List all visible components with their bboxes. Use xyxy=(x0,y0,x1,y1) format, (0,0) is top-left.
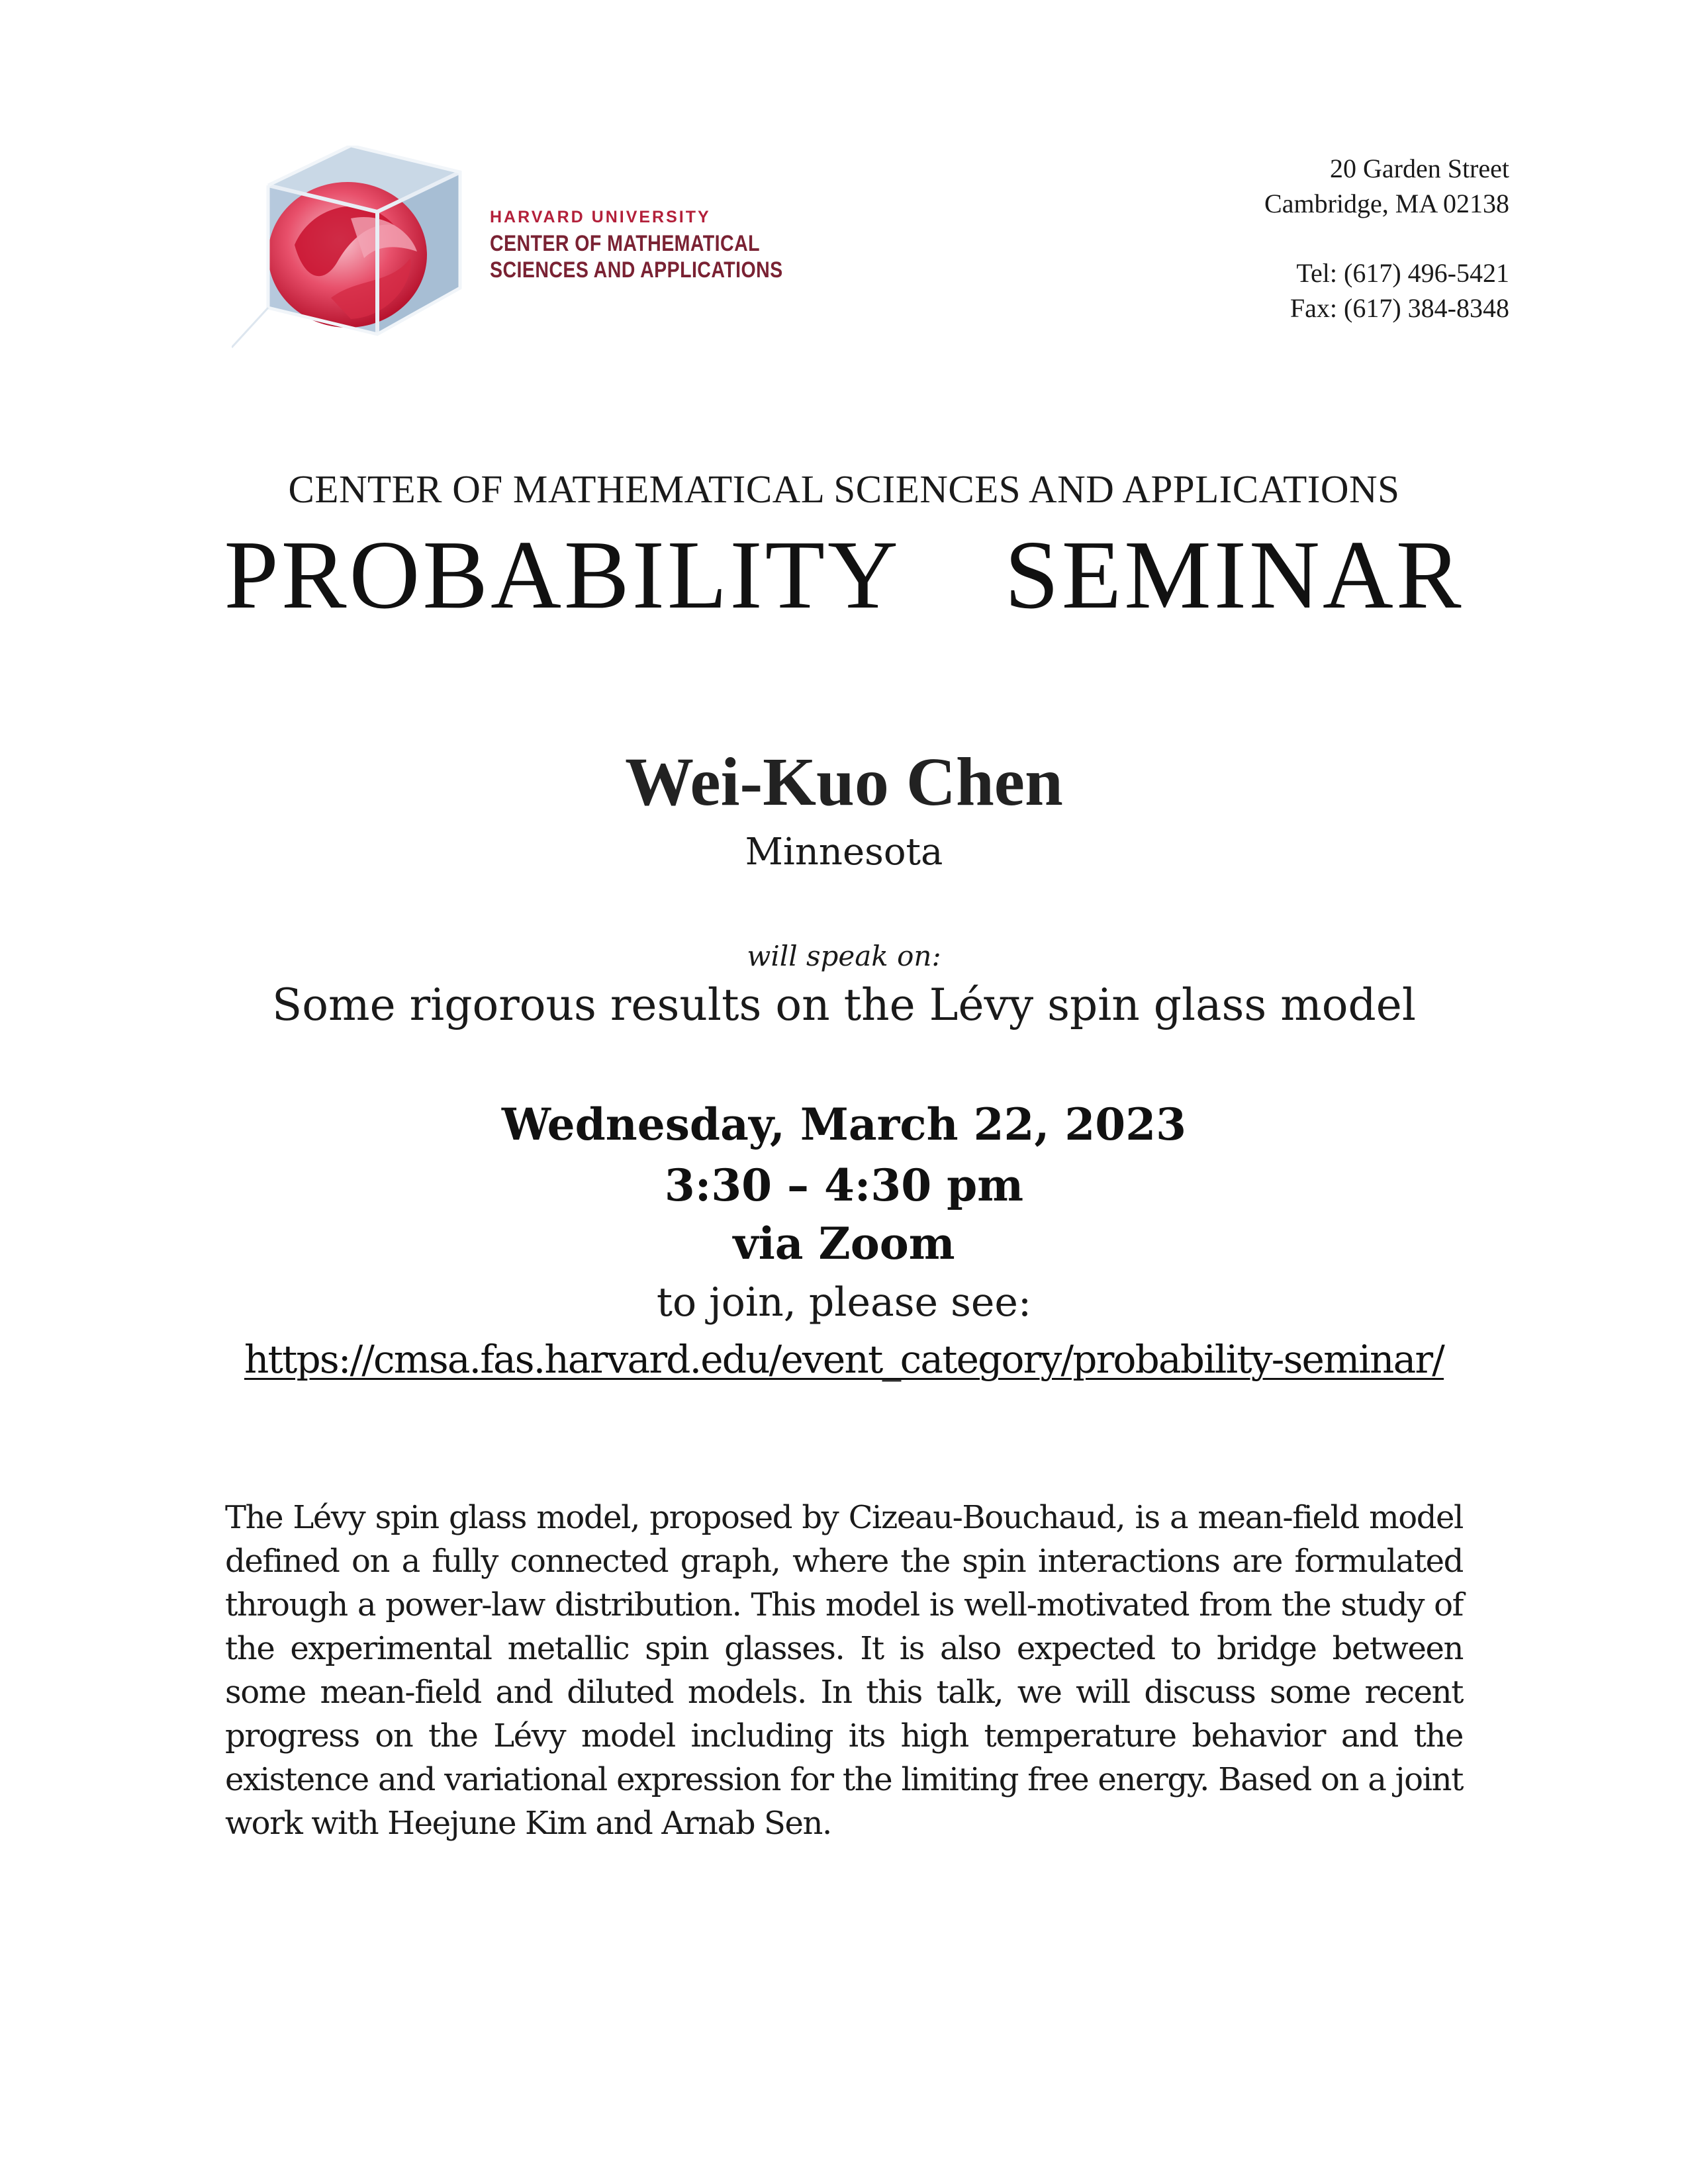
organization-heading: CENTER OF MATHEMATICAL SCIENCES AND APPLICATIONS xyxy=(288,467,1400,511)
talk-title: Some rigorous results on the Lévy spin glass model xyxy=(272,979,1416,1030)
speaker-name: Wei-Kuo Chen xyxy=(625,744,1063,820)
abstract-paragraph: The Lévy spin glass model, proposed by Cizeau-Bouchaud, is a mean-field model defined on a fully connected graph, where the spin interactions are formulated through a power-law distribution. This model is well-motivated from the study of the experimental metallic spin glasses. It is also expected to bridge between some mean-field and diluted models. In this talk, we will discuss some recent progress on the Lévy model including its high temperature behavior and the existence and variational expression for the limiting free energy. Based on a joint work with Heejune Kim and Arnab Sen. xyxy=(225,1499,1463,1842)
speaker-affiliation: Minnesota xyxy=(745,831,943,874)
address-tel: Tel: (617) 496-5421 xyxy=(1296,258,1509,288)
logo-wordmark xyxy=(490,209,839,285)
cube-sphere-logo-icon xyxy=(232,146,496,351)
logo-university: HARVARD UNIVERSITY xyxy=(490,208,711,226)
address-fax: Fax: (617) 384-8348 xyxy=(1289,293,1509,323)
address-street: 20 Garden Street xyxy=(1329,154,1509,183)
address-city: Cambridge, MA 02138 xyxy=(1264,189,1509,218)
address-block xyxy=(1264,151,1509,326)
talk-time: 3:30 – 4:30 pm xyxy=(664,1160,1024,1211)
seminar-link-row xyxy=(0,1337,1688,1382)
seminar-link[interactable]: https://cmsa.fas.harvard.edu/event_category/probability-seminar/ xyxy=(244,1337,1444,1382)
cmsa-logo xyxy=(232,146,783,351)
logo-center-line2: SCIENCES AND APPLICATIONS xyxy=(490,257,783,283)
talk-date: Wednesday, March 22, 2023 xyxy=(501,1099,1187,1150)
address-spacer xyxy=(1264,221,1509,255)
seminar-title: PROBABILITY SEMINAR xyxy=(224,521,1464,629)
talk-venue: via Zoom xyxy=(733,1218,955,1269)
will-speak-label: will speak on: xyxy=(747,940,941,972)
join-instructions: to join, please see: xyxy=(656,1279,1032,1326)
logo-center-line1: CENTER OF MATHEMATICAL xyxy=(490,231,760,256)
